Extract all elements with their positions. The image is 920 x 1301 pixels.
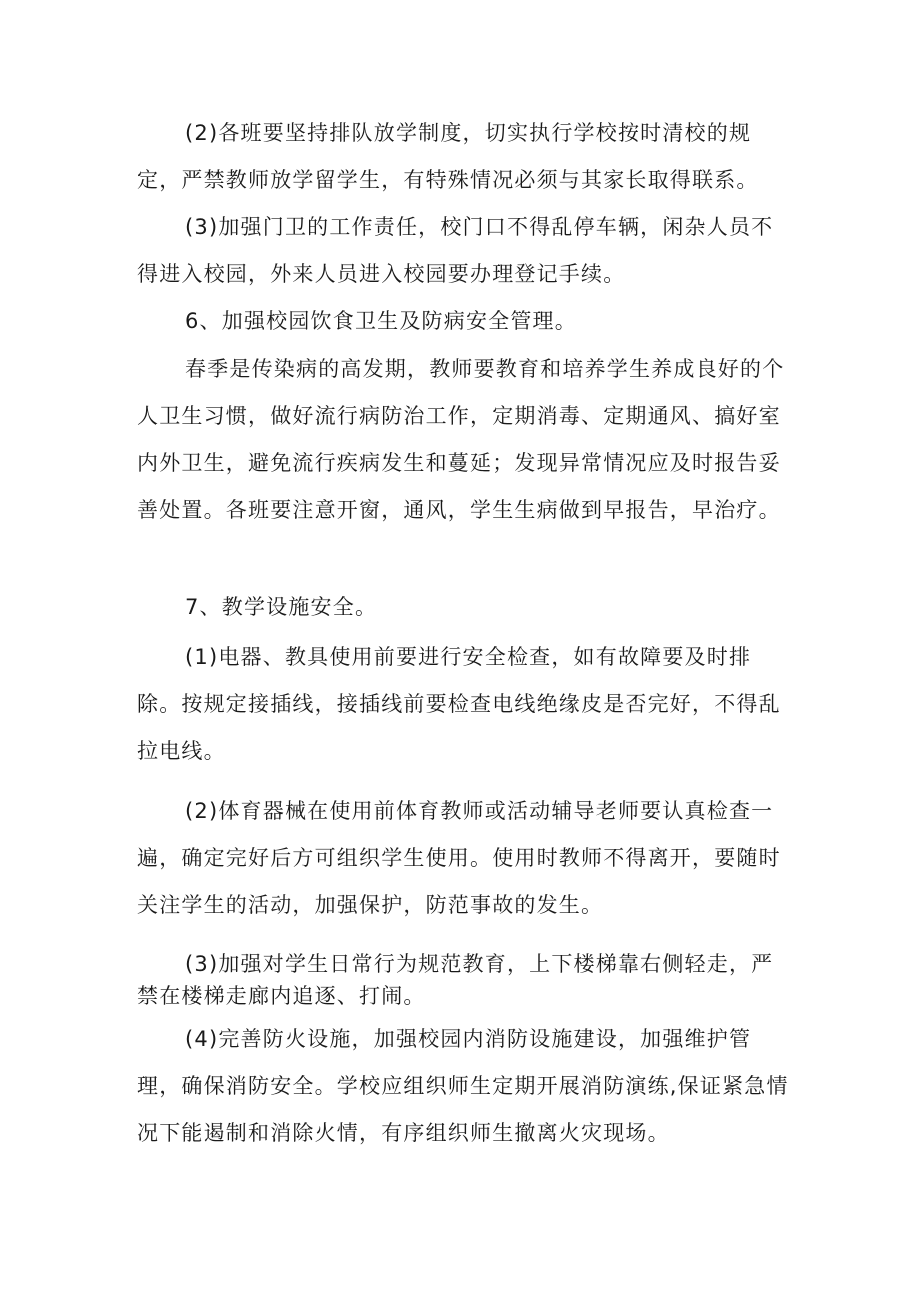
heading-facility-safety: 7、教学设施安全。 bbox=[185, 595, 378, 619]
paragraph-gate-duty: (3)加强门卫的工作责任，校门口不得乱停车辆，闲杂人员不得进入校园，外来人员进入校园要办理登记手续。 bbox=[137, 215, 774, 286]
paragraph-dismissal-rules: (2)各班要坚持排队放学制度，切实执行学校按时清校的规定，严禁教师放学留学生，有特殊情况必须与其家长取得联系。 bbox=[137, 121, 759, 192]
paragraph-behavior-education: (3)加强对学生日常行为规范教育，上下楼梯靠右侧轻走，严禁在楼梯走廊内追逐、打闹。 bbox=[137, 952, 774, 1008]
paragraph-fire-safety: (4)完善防火设施，加强校园内消防设施建设，加强维护管理，确保消防安全。学校应组织师生定期开展消防演练,保证紧急情况下能遏制和消除火情，有序组织师生撤离火灾现场。 bbox=[137, 1027, 789, 1145]
paragraph-sports-equipment: (2)体育器械在使用前体育教师或活动辅导老师要认真检查一遍，确定完好后方可组织学生使用。使用时教师不得离开，要随时关注学生的活动，加强保护，防范事故的发生。 bbox=[137, 799, 781, 917]
paragraph-electrical-safety: (1)电器、教具使用前要进行安全检查，如有故障要及时排除。按规定接插线，接插线前要检查电线绝缘皮是否完好，不得乱拉电线。 bbox=[137, 645, 781, 763]
paragraph-spring-disease: 春季是传染病的高发期，教师要教育和培养学生养成良好的个人卫生习惯，做好流行病防治工作，定期消毒、定期通风、搞好室内外卫生，避免流行疾病发生和蔓延；发现异常情况应及时报告妥善处置。各班要注意开窗，通风，学生生病做到早报告，早治疗。 bbox=[137, 357, 785, 522]
heading-food-hygiene: 6、加强校园饮食卫生及防病安全管理。 bbox=[185, 309, 577, 333]
